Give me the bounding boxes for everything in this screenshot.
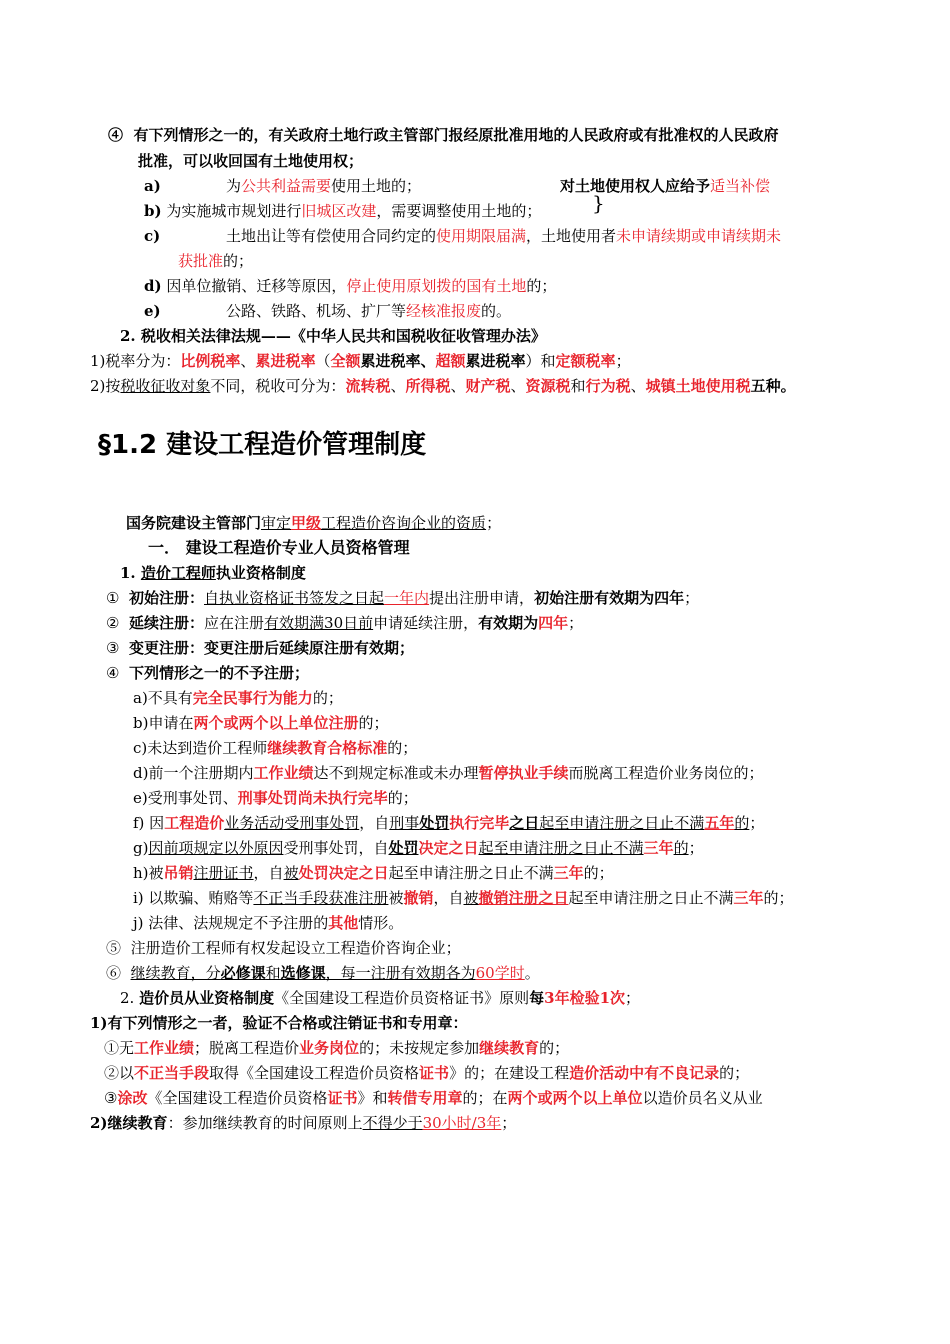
sub-item-c-line1: 土地出让等有偿使用合同约定的使用期限届满，土地使用者未申请续期或申请续期未 [226,227,782,245]
item-change-registration: ③ 变更注册：变更注册后延续原注册有效期； [106,639,415,657]
item-initial-registration: ① 初始注册：自执业资格证书签发之日起一年内提出注册申请，初始注册有效期为四年； [106,589,700,607]
no-reg-b: b)申请在两个或两个以上单位注册的； [133,714,389,732]
heading-personnel-qualification: 一． 建设工程造价专业人员资格管理 [148,538,410,557]
compensation-note: 对土地使用权人应给予适当补偿 [560,177,771,195]
section-title: §1.2 建设工程造价管理制度 [98,430,427,460]
tax-type-line: 2)按税收征收对象不同，税收可分为：流转税、所得税、财产税、资源税和行为税、城镇土地使用税五种。 [90,377,796,395]
no-reg-i: i) 以欺骗、贿赂等不正当手段获准注册被撤销，自被撤销注册之日起至申请注册之日止不满三年的； [133,889,794,907]
no-reg-j: j) 法律、法规规定不予注册的其他情形。 [133,914,404,932]
item-renewal-registration: ② 延续注册：应在注册有效期满30日前申请延续注册，有效期为四年； [106,614,584,632]
verification-item-1: ①无工作业绩；脱离工程造价业务岗位的；未按规定参加继续教育的； [104,1039,570,1057]
intro-line: 国务院建设主管部门审定甲级工程造价咨询企业的资质； [126,514,502,532]
sub-item-d: d) 因单位撤销、迁移等原因，停止使用原划拨的国有土地的； [144,277,557,295]
item-continuing-education: ⑥ 继续教育，分必修课和选修课，每一注册有效期各为60学时。 [106,964,540,982]
sub-label-c: c) [144,227,161,245]
item-4-line1: ④ 有下列情形之一的，有关政府土地行政主管部门报经原批准用地的人民政府或有批准权的人民政府 [108,126,779,144]
sub-item-b: b) 为实施城市规划进行旧城区改建，需要调整使用土地的； [144,202,542,220]
no-reg-h: h)被吊销注册证书，自被处罚决定之日起至申请注册之日止不满三年的； [133,864,614,882]
brace-mark: } [592,191,605,215]
sub-label-a: a) [144,177,161,195]
sub-label-e: e) [144,302,161,320]
verification-item-2: ②以不正当手段取得《全国建设工程造价员资格证书》的；在建设工程造价活动中有不良记录的； [104,1064,750,1082]
tax-heading: 2. 税收相关法律法规——《中华人民共和国税收征收管理办法》 [120,327,546,345]
no-reg-a: a)不具有完全民事行为能力的； [133,689,343,707]
no-reg-d: d)前一个注册期内工作业绩达不到规定标准或未办理暂停执业手续而脱离工程造价业务岗位的； [133,764,764,782]
sub-item-c-line2: 获批准的； [178,252,254,270]
no-reg-e: e)受刑事处罚、刑事处罚尚未执行完毕的； [133,789,418,807]
item-number: ④ [108,126,124,144]
no-reg-g: g)因前项规定以外原因受刑事处罚，自处罚决定之日起至申请注册之日止不满三年的； [133,839,704,857]
sub-item-e: 公路、铁路、机场、扩厂等经核准报废的。 [226,302,512,320]
continuing-education-hours: 2)继续教育：参加继续教育的时间原则上不得少于30小时/3年； [90,1114,517,1132]
item-establish-firm: ⑤ 注册造价工程师有权发起设立工程造价咨询企业； [106,939,461,957]
no-reg-f: f) 因工程造价业务活动受刑事处罚，自刑事处罚执行完毕之日起至申请注册之日止不满五年的； [133,814,765,832]
sub-item-a: 为公共利益需要使用土地的； [226,177,422,195]
verification-heading: 1)有下列情形之一者，验证不合格或注销证书和专用章： [90,1014,468,1032]
verification-item-3: ③涂改《全国建设工程造价员资格证书》和转借专用章的；在两个或两个以上单位以造价员名义从业 [104,1089,763,1107]
item-4-line2: 批准，可以收回国有土地使用权； [138,152,364,170]
cost-engineer-heading: 1. 造价工程师执业资格制度 [120,564,306,582]
item-no-registration: ④ 下列情形之一的不予注册； [106,664,310,682]
tax-rate-line: 1)税率分为：比例税率、累进税率（全额累进税率、超额累进税率）和定额税率； [90,352,631,370]
cost-estimator-heading: 2. 造价员从业资格制度《全国建设工程造价员资格证书》原则每3年检验1次； [120,989,641,1007]
no-reg-c: c)未达到造价工程师继续教育合格标准的； [133,739,418,757]
